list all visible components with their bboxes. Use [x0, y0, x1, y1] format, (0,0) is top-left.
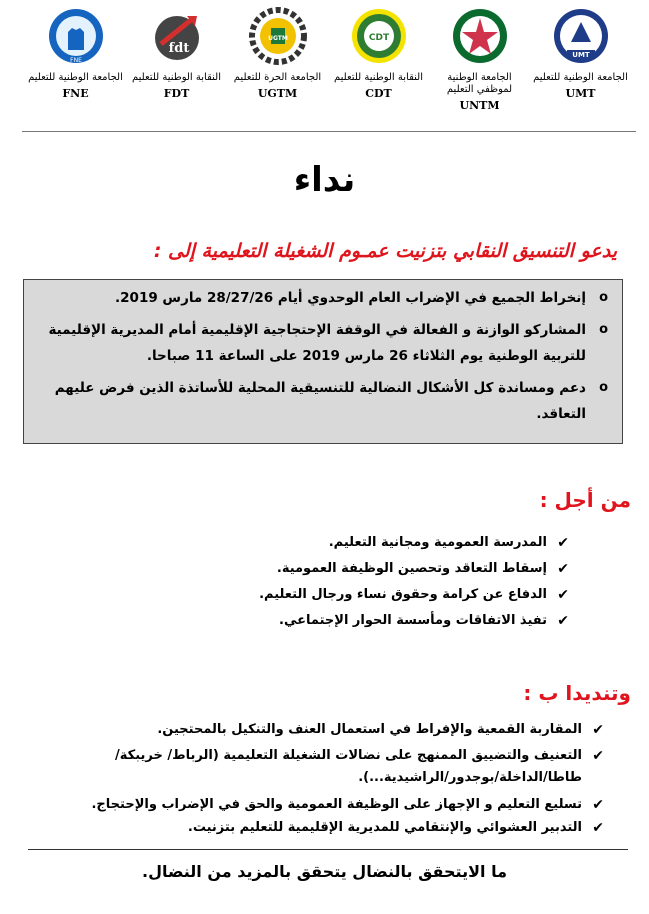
denounce-list	[84, 722, 604, 835]
union-name: النقابة الوطنية للتعليم	[334, 72, 423, 83]
fdt-logo	[147, 6, 207, 66]
closing-slogan: ما الايتحقق بالنضال يتحقق بالمزيد من النضال.	[142, 862, 507, 881]
circle-bullet-icon: o	[599, 322, 608, 337]
denounce-item	[84, 722, 604, 737]
union-logos-header	[28, 0, 628, 126]
umt-logo	[551, 6, 611, 66]
demand-item	[38, 285, 608, 311]
checkmark-icon: ✔	[557, 587, 569, 603]
fne-logo-text: FNE	[69, 57, 82, 64]
untm-logo-text: UNTM	[470, 57, 489, 64]
ugtm-logo-text: UGTM	[267, 35, 288, 42]
for-item	[109, 561, 569, 576]
checkmark-icon: ✔	[557, 613, 569, 629]
union-abbr: UNTM	[459, 99, 500, 112]
demand-text: إنخراط الجميع في الإضراب العام الوحدوي أيام 28/27/26 مارس 2019.	[115, 290, 586, 306]
for-item	[109, 613, 569, 628]
cdt-logo-text: CDT	[368, 33, 389, 43]
checkmark-icon: ✔	[557, 535, 569, 551]
circle-bullet-icon: o	[599, 380, 608, 395]
circle-bullet-icon: o	[599, 290, 608, 305]
demand-item	[38, 317, 608, 369]
page-title: نداء	[293, 160, 356, 200]
demand-item	[38, 375, 608, 427]
for-list	[109, 535, 569, 628]
union-umt	[533, 0, 628, 126]
denounce-item-text: التعنيف والتضييق الممنهج على نضالات الشغيلة التعليمية (الرباط/ خريبكة/طاطا/الداخلة/بوجدور/الراشيدية...).	[115, 748, 582, 785]
denounce-item	[84, 745, 604, 789]
union-abbr: CDT	[365, 87, 392, 100]
denounce-item-text: المقاربة القمعية والإفراط في استعمال العنف والتنكيل بالمحتجين.	[157, 722, 582, 737]
for-item	[109, 535, 569, 550]
for-item	[109, 587, 569, 602]
union-abbr: UMT	[565, 87, 596, 100]
for-item-text: المدرسة العمومية ومجانية التعليم.	[328, 535, 547, 550]
checkmark-icon: ✔	[592, 797, 604, 813]
union-name: الجامعة الوطنية للتعليم	[533, 72, 628, 83]
checkmark-icon: ✔	[557, 561, 569, 577]
denounce-item	[84, 797, 604, 812]
union-untm	[432, 0, 527, 126]
for-item-text: الدفاع عن كرامة وحقوق نساء ورجال التعليم.	[259, 587, 547, 602]
umt-logo-text: UMT	[571, 51, 590, 59]
union-name: الجامعة الوطنية للتعليم	[28, 72, 123, 83]
union-abbr: UGTM	[257, 87, 298, 100]
denounce-item-text: التدبير العشوائي والإنتقامي للمديرية الإقليمية للتعليم بتزنيت.	[187, 820, 582, 835]
fne-logo	[46, 6, 106, 66]
checkmark-icon: ✔	[592, 722, 604, 738]
checkmark-icon: ✔	[592, 820, 604, 836]
denounce-item-text: تسليع التعليم و الإجهاز على الوظيفة العمومية والحق في الإضراب والإحتجاج.	[91, 797, 582, 812]
for-item-text: تفيذ الاتفاقات ومأسسة الحوار الإجتماعي.	[279, 613, 547, 628]
fdt-logo-text: fdt	[168, 41, 189, 56]
union-name: الجامعة الوطنية لموظفي التعليم	[446, 72, 513, 95]
denounce-heading: وتنديدا ب :	[523, 681, 631, 705]
denounce-item	[84, 820, 604, 835]
union-abbr: FDT	[163, 87, 190, 100]
cdt-logo	[349, 6, 409, 66]
untm-logo	[450, 6, 510, 66]
union-abbr: FNE	[62, 87, 89, 100]
union-name: النقابة الوطنية للتعليم	[132, 72, 221, 83]
union-name: الجامعة الحرة للتعليم	[233, 72, 322, 83]
demand-text: دعم ومساندة كل الأشكال النضالية للتنسيقية المحلية للأساتذة الذين فرض عليهم التعاقد.	[54, 380, 586, 422]
ugtm-logo	[248, 6, 308, 66]
demands-box	[23, 279, 623, 444]
union-fne	[28, 0, 123, 126]
call-heading: يدعو التنسيق النقابي بتزنيت عمـوم الشغيلة التعليمية إلى :	[153, 240, 617, 262]
for-heading: من أجل :	[539, 488, 631, 512]
union-cdt	[331, 0, 426, 126]
header-divider	[22, 131, 636, 132]
demand-text: المشاركو الوازنة و الفعالة في الوقفة الإحتجاجية الإقليمية أمام المديرية الإقليمية للتربية الوطنية يوم الثلاثاء 26 مارس 2019 على الساعة 11 صباحا.	[48, 322, 586, 364]
footer-divider	[28, 849, 628, 850]
union-fdt	[129, 0, 224, 126]
checkmark-icon: ✔	[592, 748, 604, 764]
for-item-text: إسقاط التعاقد وتحصين الوظيفة العمومية.	[276, 561, 547, 576]
union-ugtm	[230, 0, 325, 126]
